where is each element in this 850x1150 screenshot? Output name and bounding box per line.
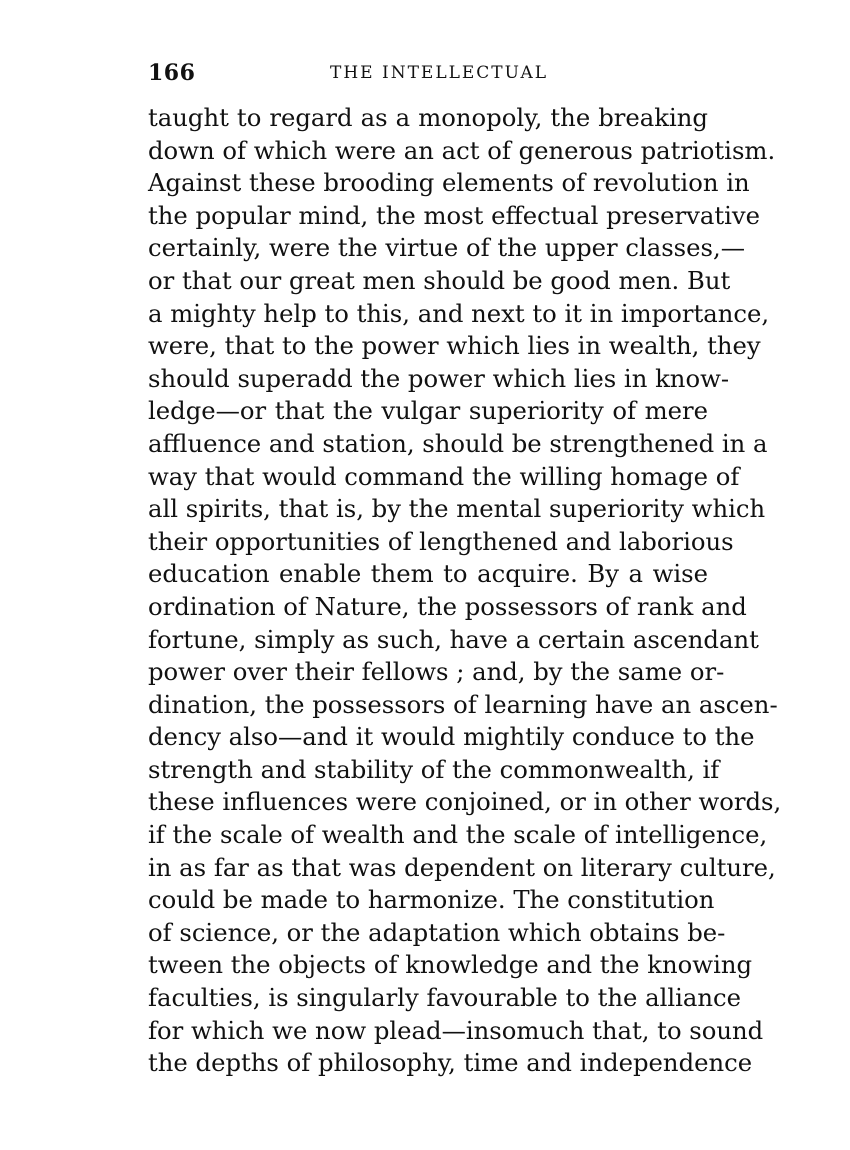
text-line: could be made to harmonize. The constitution [148, 885, 715, 915]
text-line: or that our great men should be good men. But [148, 265, 731, 295]
text-line: the popular mind, the most effectual preservative [148, 200, 760, 230]
text-line: certainly, were the virtue of the upper classes,— [148, 233, 746, 263]
text-line: for which we now plead—insomuch that, to sound [148, 1015, 764, 1045]
page-number: 166 [148, 60, 196, 86]
text-line: ordination of Nature, the possessors of rank and [148, 591, 747, 621]
text-line: education enable them to acquire. By a wise [148, 559, 708, 589]
text-line: dination, the possessors of learning have an ascen- [148, 689, 778, 719]
text-line: were, that to the power which lies in wealth, they [148, 331, 761, 361]
text-line: of science, or the adaptation which obtains be- [148, 917, 726, 947]
text-line: faculties, is singularly favourable to the alliance [148, 983, 742, 1013]
text-line: the depths of philosophy, time and independence [148, 1048, 753, 1078]
text-line: strength and stability of the commonwealth, if [148, 754, 720, 784]
text-line: tween the objects of knowledge and the knowing [148, 950, 753, 980]
text-line: ledge—or that the vulgar superiority of mere [148, 396, 708, 426]
text-line: way that would command the willing homage of [148, 461, 740, 491]
text-line: in as far as that was dependent on literary culture, [148, 852, 776, 882]
running-title: THE INTELLECTUAL [330, 63, 549, 83]
text-line: a mighty help to this, and next to it in importance, [148, 298, 770, 328]
body-text [148, 102, 782, 1080]
text-line: all spirits, that is, by the mental superiority which [148, 494, 766, 524]
text-line: dency also—and it would mightily conduce to the [148, 722, 755, 752]
text-line: their opportunities of lengthened and laborious [148, 526, 734, 556]
running-head [148, 60, 703, 90]
text-line: fortune, simply as such, have a certain ascendant [148, 624, 759, 654]
text-line: down of which were an act of generous patriotism. [148, 135, 776, 165]
text-line: if the scale of wealth and the scale of intelligence, [148, 820, 768, 850]
text-line: Against these brooding elements of revolution in [148, 168, 750, 198]
text-line: taught to regard as a monopoly, the breaking [148, 103, 708, 132]
text-line: affluence and station, should be strengthened in a [148, 428, 768, 458]
text-line: power over their fellows ; and, by the same or- [148, 657, 725, 687]
text-line: these influences were conjoined, or in other words, [148, 787, 782, 817]
text-line: should superadd the power which lies in know- [148, 363, 730, 393]
